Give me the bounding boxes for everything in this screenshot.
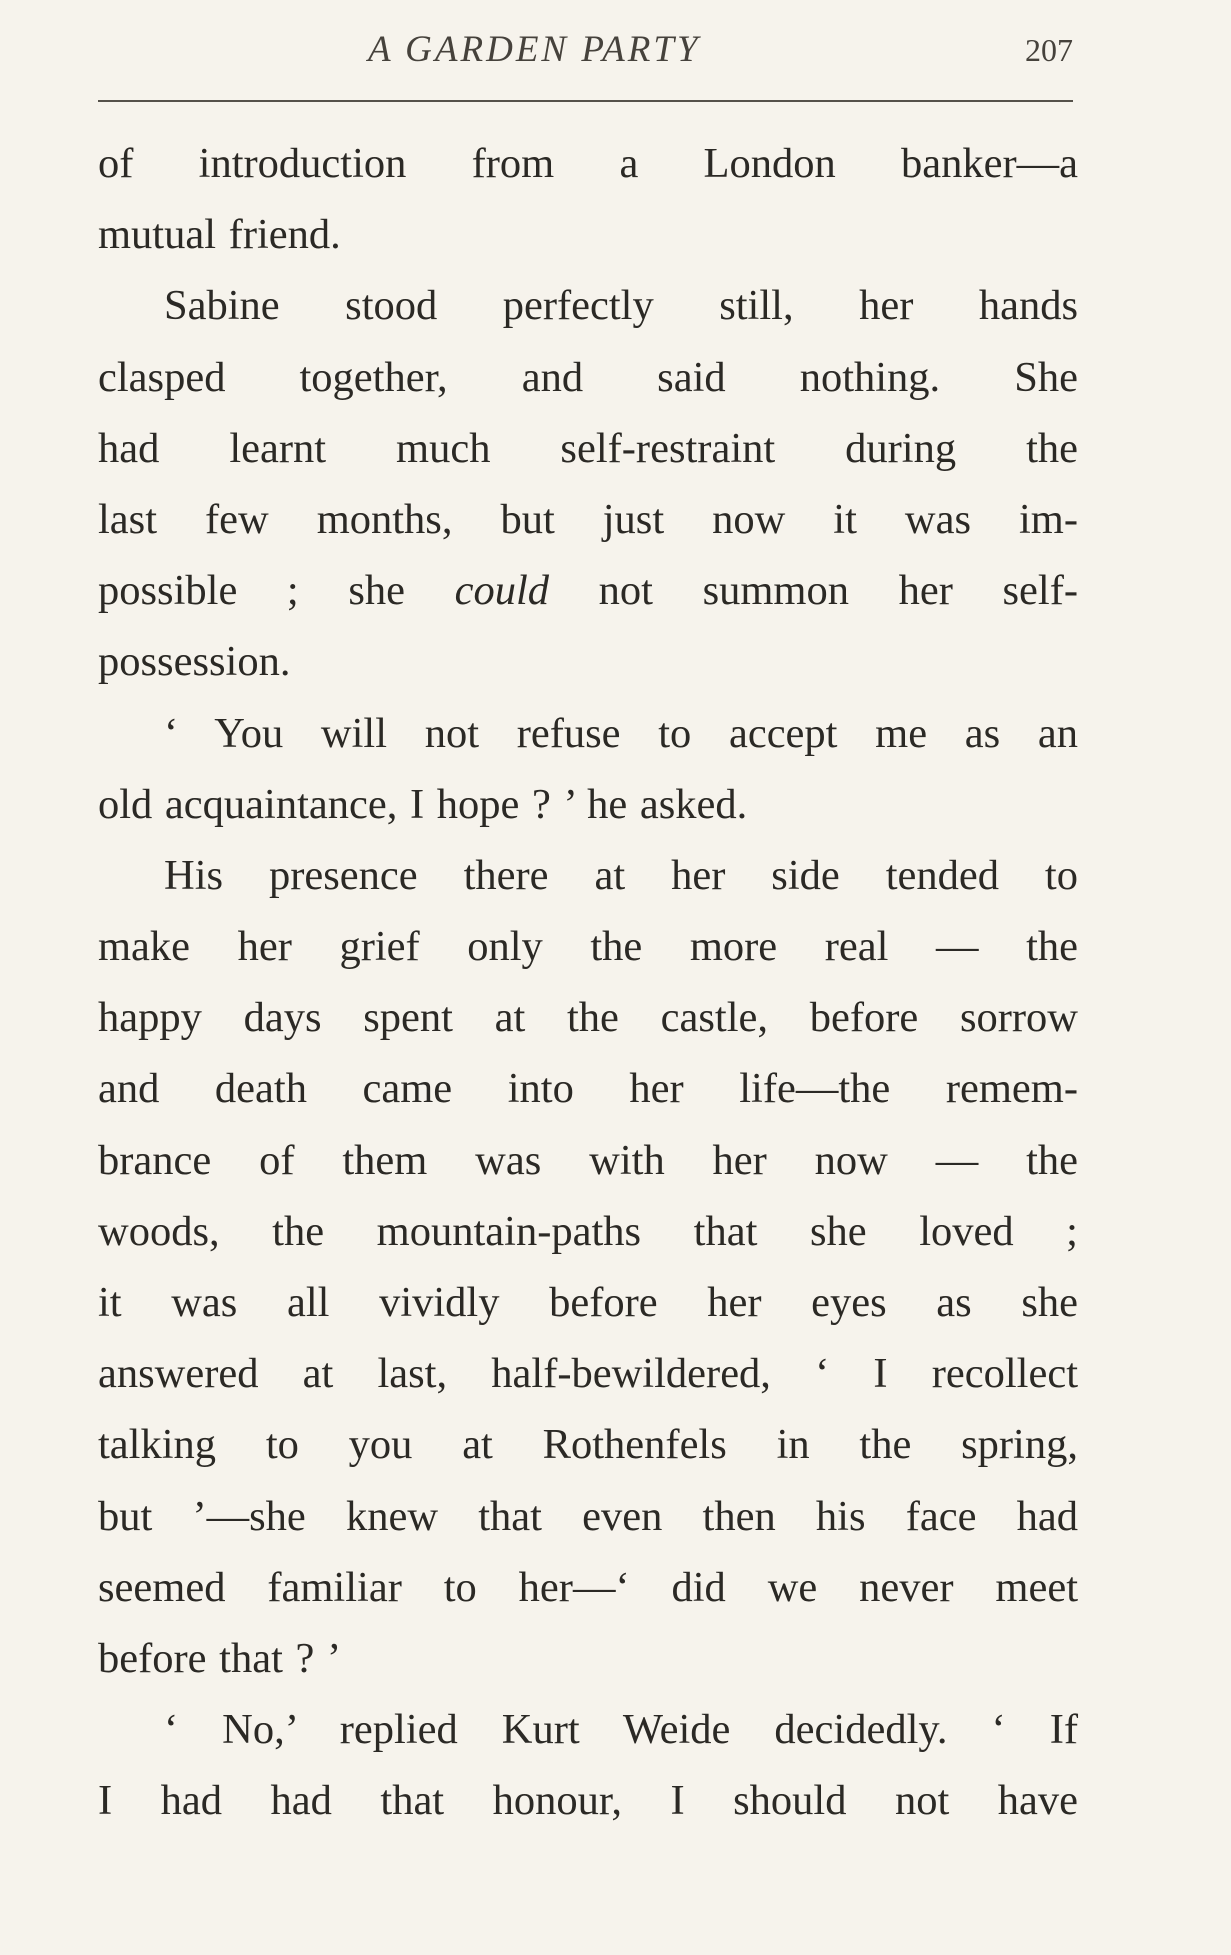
text-line: talking to you at Rothenfels in the spring,: [98, 1421, 1078, 1469]
running-head: [98, 28, 1073, 80]
text-line: mutual friend.: [98, 211, 341, 259]
text-line: had learnt much self-restraint during the: [98, 424, 1078, 472]
text-line: possession.: [98, 638, 291, 686]
text-line: I had had that honour, I should not have: [98, 1777, 1078, 1825]
text-line: it was all vividly before her eyes as she: [98, 1279, 1078, 1326]
text-line: seemed familiar to her—‘ did we never meet: [98, 1563, 1078, 1611]
text-line: old acquaintance, I hope ? ’ he asked.: [98, 780, 748, 828]
text-line: ‘ No,’ replied Kurt Weide decidedly. ‘ If: [164, 1706, 1078, 1754]
text-line: last few months, but just now it was im-: [98, 495, 1078, 543]
text-line: woods, the mountain-paths that she loved ;: [98, 1207, 1078, 1255]
text-line: but ’—she knew that even then his face had: [98, 1492, 1078, 1540]
text-line: answered at last, half-bewildered, ‘ I recollect: [98, 1350, 1078, 1398]
text-line: make her grief only the more real — the: [98, 923, 1078, 971]
text-line: ‘ You will not refuse to accept me as an: [164, 709, 1078, 757]
text-line: clasped together, and said nothing. She: [98, 353, 1078, 401]
italic-word: could: [454, 567, 550, 615]
text-line: His presence there at her side tended to: [164, 851, 1078, 899]
text-line-before-italic: possible ; she: [98, 567, 455, 615]
text-line: happy days spent at the castle, before sorrow: [98, 994, 1078, 1042]
text-line: and death came into her life—the remem-: [98, 1065, 1078, 1113]
body-text: [98, 128, 1078, 1837]
header-rule: [98, 100, 1073, 102]
running-title: A GARDEN PARTY: [368, 29, 701, 70]
text-line-after-italic: not summon her self-: [549, 567, 1078, 615]
text-line: of introduction from a London banker—a: [98, 140, 1078, 187]
page-number: 207: [1025, 32, 1073, 68]
text-line: before that ? ’: [98, 1634, 342, 1682]
text-line: [98, 555, 1078, 626]
text-line: Sabine stood perfectly still, her hands: [164, 282, 1078, 330]
text-line: brance of them was with her now — the: [98, 1136, 1078, 1184]
